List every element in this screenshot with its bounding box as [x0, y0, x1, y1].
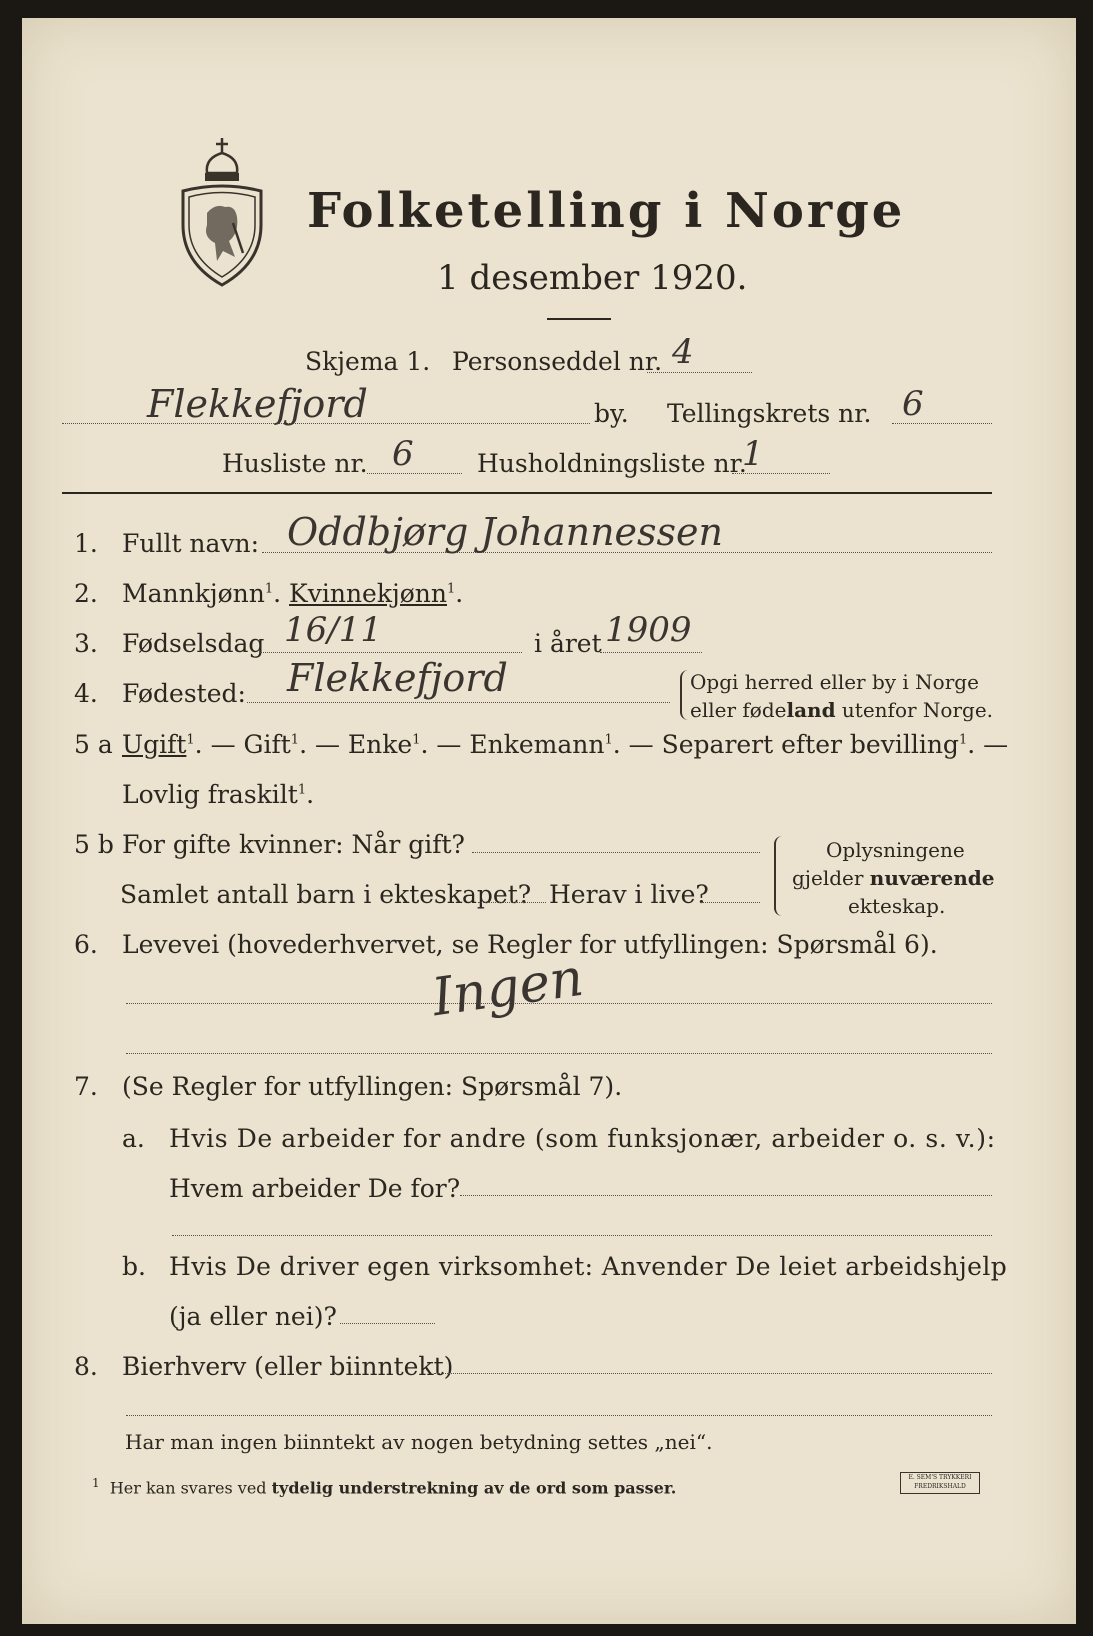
tellingskrets-value: 6: [902, 384, 924, 424]
q7b-answer-line: [340, 1323, 435, 1324]
q7a-answer-line1: [460, 1195, 992, 1196]
q1-label: Fullt navn:: [122, 529, 260, 558]
q6-line2: [126, 1053, 992, 1054]
q4-note-line1: Opgi herred eller by i Norge: [690, 670, 979, 694]
schema-label: Skjema 1.: [305, 347, 431, 376]
q7a-answer-line2: [172, 1235, 992, 1236]
q4-number: 4.: [74, 679, 98, 708]
q3-day-line: [260, 652, 522, 653]
q4-line: [247, 702, 670, 703]
q7-number: 7.: [74, 1072, 98, 1101]
q7-label: (Se Regler for utfyllingen: Spørsmål 7).: [122, 1072, 623, 1101]
husliste-value: 6: [392, 434, 414, 474]
q5a-ugift-underlined: Ugift: [122, 730, 187, 759]
city-value: Flekkefjord: [147, 382, 368, 426]
by-label: by.: [594, 399, 629, 428]
q4-birthplace: Flekkefjord: [287, 656, 508, 700]
q3-label: Fødselsdag: [122, 629, 265, 658]
husliste-line: [367, 473, 462, 474]
coat-of-arms-icon: [177, 133, 267, 288]
header-rule: [62, 492, 992, 494]
personseddel-value: 4: [672, 332, 694, 372]
husholdning-label: Husholdningsliste nr.: [477, 449, 747, 478]
q4-brace: [680, 670, 688, 720]
q8-number: 8.: [74, 1352, 98, 1381]
q8-label: Bierhverv (eller biinntekt): [122, 1352, 454, 1381]
q7a-line2: Hvem arbeider De for?: [169, 1174, 461, 1203]
q2-mann: Mannkjønn: [122, 579, 265, 608]
q6-occupation-value: Ingen: [428, 947, 588, 1029]
q3-number: 3.: [74, 629, 98, 658]
personseddel-label: Personseddel nr.: [452, 347, 663, 376]
q3-birthyear: 1909: [605, 610, 692, 650]
footer-note: Har man ingen biinntekt av nogen betydning settes „nei“.: [125, 1430, 713, 1454]
q7a-letter: a.: [122, 1124, 145, 1153]
husliste-label: Husliste nr.: [222, 449, 368, 478]
q8-answer-line2: [126, 1415, 992, 1416]
q5b-note3: ekteskap.: [848, 894, 946, 918]
q8-answer-line1: [434, 1373, 992, 1374]
q5a-options: Ugift$^1$. — Gift$^1$. — Enke$^1$. — Enkemann$^1$. — Separert efter bevilling$^1$. —: [122, 730, 1009, 759]
q5b-alive-line: [700, 902, 760, 903]
footnote: $^1$ Her kan svares ved tydelig understrekning av de ord som passer.: [92, 1476, 677, 1498]
q5b-number: 5 b: [74, 830, 114, 859]
printer-stamp: E. SEM'S TRYKKERI FREDRIKSHALD: [900, 1472, 980, 1494]
form-title: Folketelling i Norge: [307, 183, 906, 239]
q5b-label3: Herav i live?: [549, 880, 709, 909]
q5b-married-line: [472, 852, 760, 853]
q5b-label2: Samlet antall barn i ekteskapet?: [120, 880, 532, 909]
q5b-note1: Oplysningene: [826, 838, 965, 862]
personseddel-line: [647, 372, 752, 373]
q4-label: Fødested:: [122, 679, 246, 708]
q5b-children-line: [478, 902, 546, 903]
q2-options: Mannkjønn$^1$. Kvinnekjønn$^1$.: [122, 579, 464, 608]
q7b-line1: Hvis De driver egen virksomhet: Anvender De leiet arbeidshjelp: [169, 1252, 1008, 1281]
q5a-fraskilt: Lovlig fraskilt$^1$.: [122, 780, 315, 809]
q7a-line1: Hvis De arbeider for andre (som funksjonær, arbeider o. s. v.):: [169, 1124, 996, 1153]
q5b-brace: [774, 836, 782, 916]
q7b-line2: (ja eller nei)?: [169, 1302, 337, 1331]
q3-year-label: i året: [534, 629, 602, 658]
q1-full-name: Oddbjørg Johannessen: [287, 510, 723, 554]
q4-note-line2: eller fødeland utenfor Norge.: [690, 698, 994, 722]
husholdning-value: 1: [742, 434, 764, 474]
census-date: 1 desember 1920.: [437, 258, 748, 298]
q5b-note2: gjelder nuværende: [792, 866, 995, 890]
q2-number: 2.: [74, 579, 98, 608]
q2-kvinne-underlined: Kvinnekjønn: [289, 579, 447, 608]
q7b-letter: b.: [122, 1252, 146, 1281]
q3-birthdate: 16/11: [284, 610, 382, 650]
tellingskrets-label: Tellingskrets nr.: [667, 399, 872, 428]
q5b-label1: For gifte kvinner: Når gift?: [122, 830, 465, 859]
q5a-number: 5 a: [74, 730, 113, 759]
title-divider: [547, 318, 611, 320]
census-form-sheet: [22, 18, 1076, 1624]
q1-number: 1.: [74, 529, 98, 558]
q6-label: Levevei (hovederhvervet, se Regler for utfyllingen: Spørsmål 6).: [122, 930, 938, 959]
q3-year-line: [600, 652, 702, 653]
q6-number: 6.: [74, 930, 98, 959]
